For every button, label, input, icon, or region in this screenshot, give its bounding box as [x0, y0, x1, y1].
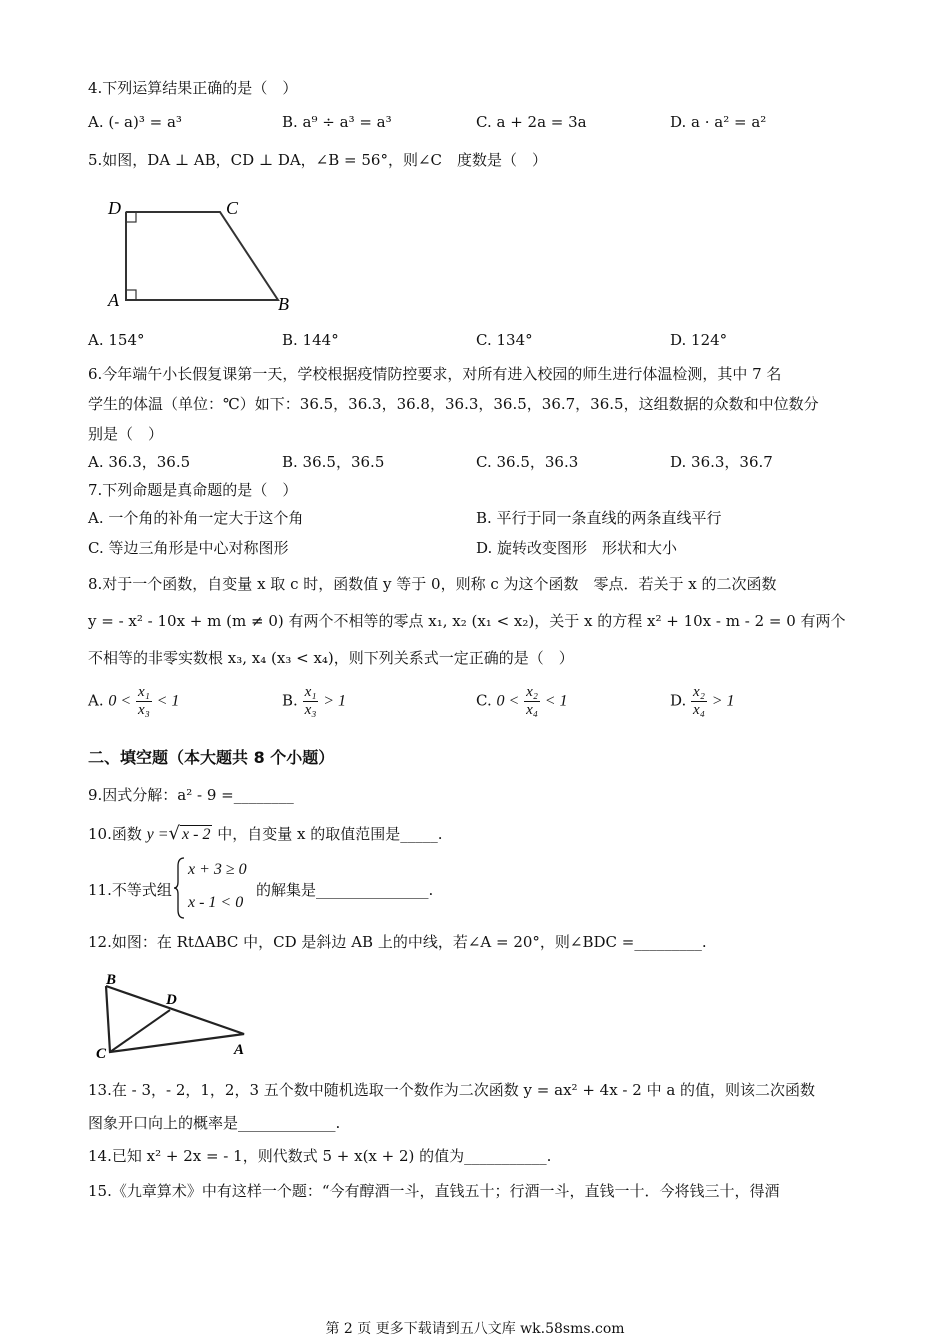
q10-suffix: 中，自变量 x 的取值范围是_____.	[217, 825, 443, 843]
q4-stem: 4.下列运算结果正确的是（ ）	[88, 79, 298, 97]
q8-line3: 不相等的非零实数根 x₃, x₄ (x₃ < x₄)，则下列关系式一定正确的是（ ）	[88, 649, 574, 667]
q5-stem: 5.如图，DA ⊥ AB，CD ⊥ DA，∠B = 56°，则∠C 度数是（ ）	[88, 151, 548, 169]
q8-line1: 8.对于一个函数，自变量 x 取 c 时，函数值 y 等于 0，则称 c 为这个函数 零点．若关于 x 的二次函数	[88, 575, 777, 593]
q10-formula-lhs: y =	[146, 826, 169, 843]
q8-option-a-fraction	[136, 684, 152, 719]
q12-label-d: D	[166, 992, 177, 1008]
q8-option-c-label: C.	[476, 691, 492, 710]
q7-option-d: D. 旋转改变图形 形状和大小	[476, 539, 678, 557]
q8-option-b	[282, 684, 346, 719]
q6-option-c: C. 36.5，36.3	[476, 453, 579, 471]
q6-line2: 学生的体温（单位：℃）如下：36.5，36.3，36.8，36.3，36.5，36.7，36.5，这组数据的众数和中位数分	[88, 395, 819, 413]
q8-option-d-right: > 1	[711, 692, 735, 710]
q4-option-c: C. a + 2a = 3a	[476, 113, 587, 131]
q7-option-b: B. 平行于同一条直线的两条直线平行	[476, 509, 722, 527]
q6-option-d: D. 36.3，36.7	[670, 453, 773, 471]
q12-label-c: C	[96, 1046, 107, 1060]
q8-option-d	[670, 684, 735, 719]
q8-option-b-fraction	[303, 684, 319, 719]
q5-option-d: D. 124°	[670, 331, 728, 349]
q8-option-d-fraction	[691, 684, 707, 719]
q6-option-b: B. 36.5，36.5	[282, 453, 385, 471]
q11-suffix: 的解集是_______________.	[256, 881, 434, 899]
q5-option-b: B. 144°	[282, 331, 339, 349]
q5-right-angle-a	[126, 290, 136, 300]
q5-trapezoid-figure	[100, 192, 310, 314]
q5-right-angle-d	[126, 212, 136, 222]
q5-label-a: A	[108, 290, 119, 310]
q12-label-a: A	[234, 1042, 245, 1058]
q6-line3: 别是（ ）	[88, 425, 164, 443]
q4-option-a: A. (- a)³ = a³	[88, 113, 182, 131]
q8-option-a-label: A.	[88, 691, 104, 710]
q5-trapezoid-outline	[126, 212, 278, 300]
q8-option-a-right: < 1	[156, 692, 180, 710]
q12-triangle-figure	[92, 968, 262, 1060]
q8-option-c-right: < 1	[544, 692, 568, 710]
q8-option-a	[88, 684, 179, 719]
page-footer: 第 2 页 更多下载请到五八文库 wk.58sms.com	[325, 1321, 625, 1337]
q12-label-b: B	[106, 972, 117, 988]
q8-option-a-left: 0 <	[108, 692, 132, 710]
q5-option-c: C. 134°	[476, 331, 533, 349]
q6-line1: 6.今年端午小长假复课第一天，学校根据疫情防控要求，对所有进入校园的师生进行体温检测，其中 7 名	[88, 365, 782, 383]
q10-line	[88, 824, 443, 845]
q9-text: 9.因式分解：a² - 9 =________	[88, 786, 294, 804]
sqrt-icon: √	[168, 823, 181, 844]
q5-option-a: A. 154°	[88, 331, 145, 349]
q10-radicand: x - 2	[182, 826, 211, 843]
q5-label-d: D	[108, 198, 121, 218]
q13-line1: 13.在 - 3，- 2，1，2，3 五个数中随机选取一个数作为二次函数 y = ax² + 4x - 2 中 a 的值，则该二次函数	[88, 1081, 816, 1099]
q8-option-c-fraction	[524, 684, 540, 719]
q8-option-c	[476, 684, 568, 719]
q7-option-c: C. 等边三角形是中心对称图形	[88, 539, 289, 557]
q8-option-c-num: x₂	[526, 684, 538, 700]
q5-label-b: B	[278, 294, 289, 314]
q7-option-a: A. 一个角的补角一定大于这个角	[88, 509, 304, 527]
q11-prefix: 11.不等式组	[88, 881, 172, 899]
q8-option-d-den: x₄	[693, 702, 705, 718]
q8-option-a-den: x₃	[137, 702, 150, 718]
q8-line2: y = - x² - 10x + m (m ≠ 0) 有两个不相等的零点 x₁, x₂ (x₁ < x₂)，关于 x 的方程 x² + 10x - m - 2 = 0 有两个	[88, 612, 846, 630]
q8-option-b-label: B.	[282, 691, 298, 710]
q14-text: 14.已知 x² + 2x = - 1，则代数式 5 + x(x + 2) 的值为___________.	[88, 1147, 552, 1165]
left-brace-icon	[172, 856, 186, 920]
q7-stem: 7.下列命题是真命题的是（ ）	[88, 481, 298, 499]
q8-option-d-num: x₂	[693, 684, 705, 700]
q8-option-b-num: x₁	[304, 684, 317, 700]
q13-line2: 图象开口向上的概率是_____________.	[88, 1114, 341, 1132]
q8-option-c-left: 0 <	[496, 692, 520, 710]
q11-inequality-2: x - 1 < 0	[188, 894, 244, 911]
q8-option-b-den: x₃	[304, 702, 317, 718]
q12-text: 12.如图：在 RtΔABC 中，CD 是斜边 AB 上的中线，若∠A = 20°，则∠BDC =_________.	[88, 933, 707, 951]
q8-option-d-label: D.	[670, 691, 687, 710]
q6-option-a: A. 36.3，36.5	[88, 453, 191, 471]
q8-option-a-num: x₁	[137, 684, 150, 700]
q11-inequality-1: x + 3 ≥ 0	[188, 861, 247, 878]
q8-option-b-right: > 1	[323, 692, 347, 710]
q4-option-d: D. a · a² = a²	[670, 113, 767, 131]
q4-option-b: B. a⁹ ÷ a³ = a³	[282, 113, 392, 131]
section-2-title: 二、填空题（本大题共 8 个小题）	[88, 748, 335, 767]
q8-option-c-den: x₄	[526, 702, 538, 718]
q10-prefix: 10.函数	[88, 825, 142, 843]
q5-label-c: C	[226, 198, 239, 218]
q15-text: 15.《九章算术》中有这样一个题：“今有醇酒一斗，直钱五十；行酒一斗，直钱一十．今将钱三十，得酒	[88, 1182, 780, 1200]
